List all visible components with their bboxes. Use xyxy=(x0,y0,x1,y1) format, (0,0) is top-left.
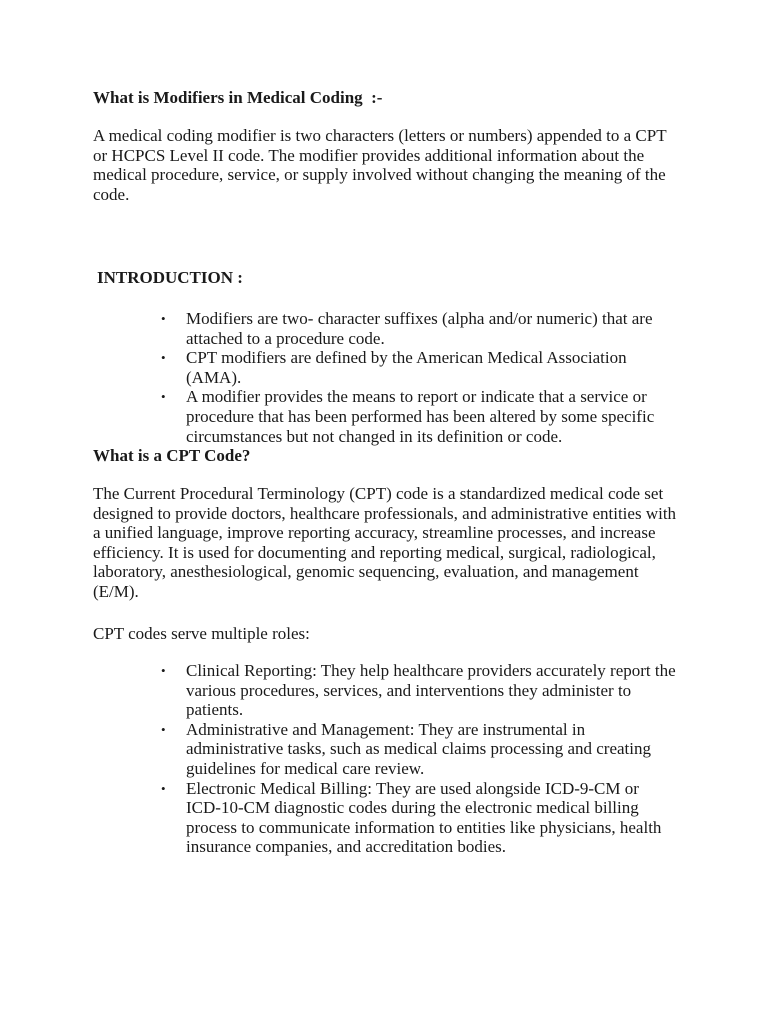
list-item-text: Clinical Reporting: They help healthcare providers accurately report the various procedures, services, and interventions they administer to patients. xyxy=(186,661,676,720)
bullet-icon: • xyxy=(161,311,166,326)
modifiers-heading: What is Modifiers in Medical Coding :- xyxy=(93,88,383,107)
bullet-icon: • xyxy=(161,389,166,405)
bullet-icon: • xyxy=(161,721,166,737)
cpt-paragraph: The Current Procedural Terminology (CPT) code is a standardized medical code set designed to provide doctors, healthcare professionals, and administrative entities with a unified language, improve reporting accuracy, streamline processes, and increase efficiency. It is used for documenting and reporting medical, surgical, radiological, laboratory, anesthesiological, genomic sequencing, evaluation, and management (E/M). xyxy=(93,484,677,601)
list-item xyxy=(161,348,666,387)
list-item-text: Modifiers are two- character suffixes (alpha and/or numeric) that are attached to a procedure code. xyxy=(186,309,653,348)
modifiers-paragraph: A medical coding modifier is two characters (letters or numbers) appended to a CPT or HCPCS Level II code. The modifier provides additional information about the medical procedure, service, or supply involved without changing the meaning of the code. xyxy=(93,126,667,204)
list-item-text: Administrative and Management: They are instrumental in administrative tasks, such as medical claims processing and creating guidelines for medical care review. xyxy=(186,719,652,778)
cpt-roles-list xyxy=(161,661,676,857)
bullet-icon: • xyxy=(161,780,166,796)
list-item xyxy=(161,387,666,446)
list-item xyxy=(161,778,676,857)
bullet-icon: • xyxy=(161,663,166,678)
list-item-text: Electronic Medical Billing: They are used alongside ICD-9-CM or ICD-10-CM diagnostic codes during the electronic medical billing process to communicate information to entities like physicians, health insurance companies, and accreditation bodies. xyxy=(186,778,662,857)
bullet-icon: • xyxy=(161,350,166,366)
introduction-bullet-list xyxy=(161,309,666,446)
list-item xyxy=(161,309,666,348)
list-item xyxy=(161,661,676,720)
cpt-heading: What is a CPT Code? xyxy=(93,446,251,465)
list-item xyxy=(161,719,676,779)
list-item-text: CPT modifiers are defined by the American Medical Association (AMA). xyxy=(186,348,627,387)
cpt-roles-intro: CPT codes serve multiple roles: xyxy=(93,624,310,643)
introduction-heading: INTRODUCTION : xyxy=(97,268,243,287)
list-item-text: A modifier provides the means to report or indicate that a service or procedure that has been performed has been altered by some specific circumstances but not changed in its definition or code. xyxy=(186,387,655,446)
